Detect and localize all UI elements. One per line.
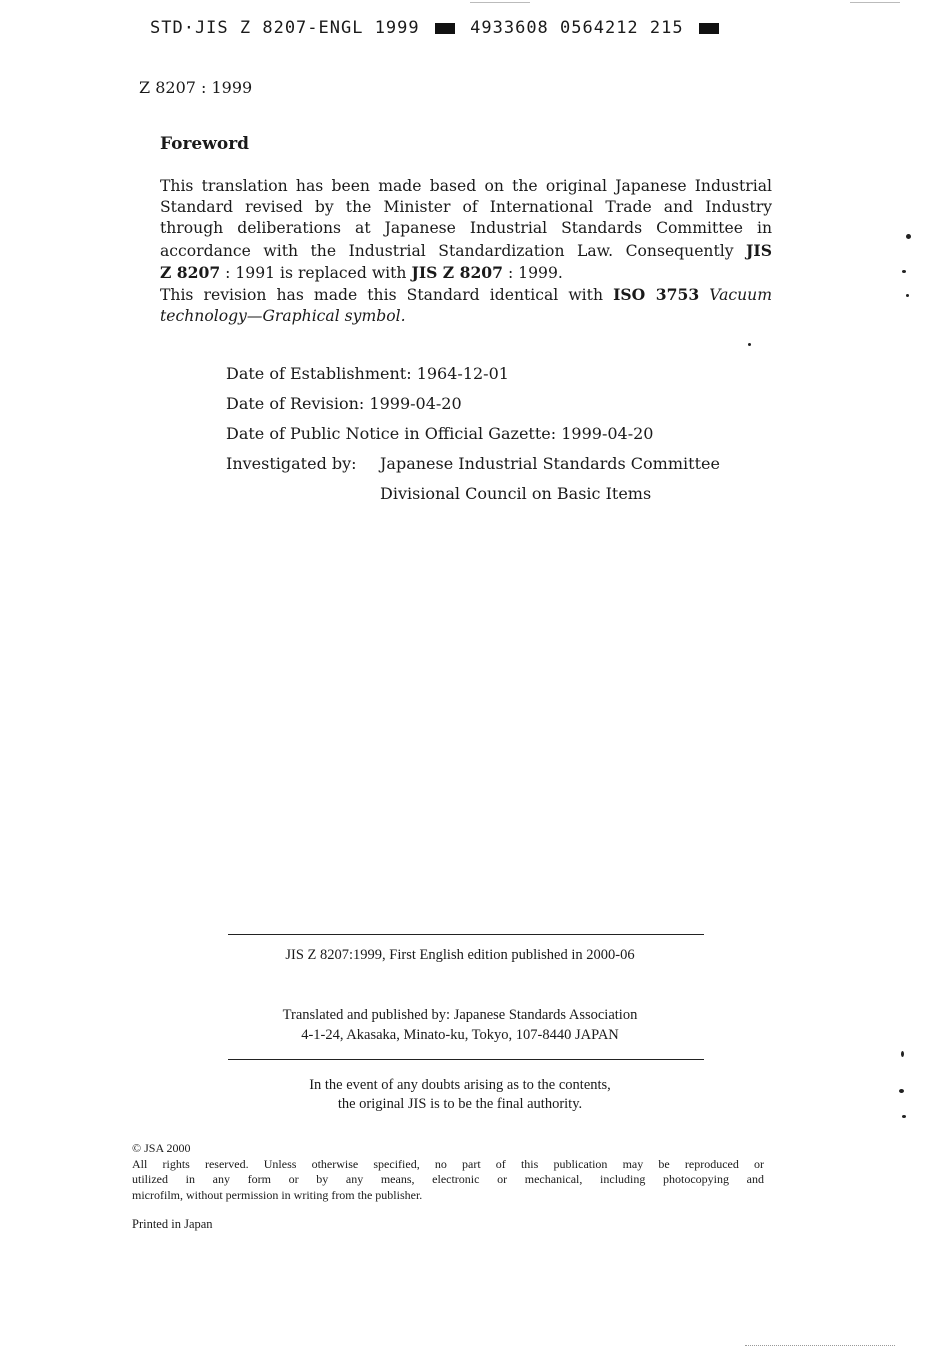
foreword-line: Standard revised by the Minister of International Trade and Industry: [160, 198, 772, 217]
investigated-council: Divisional Council on Basic Items: [380, 484, 652, 503]
foreword-text: This revision has made this Standard identical with: [160, 286, 603, 305]
foreword-text: accordance with the Industrial Standardization Law. Consequently: [160, 241, 734, 260]
scan-speck: [906, 294, 909, 297]
publisher-address: 4-1-24, Akasaka, Minato-ku, Tokyo, 107-8440 JAPAN: [301, 1027, 619, 1043]
scan-header: [150, 18, 723, 38]
foreword-line: This translation has been made based on the original Japanese Industrial: [160, 177, 772, 195]
foreword-line: through deliberations at Japanese Industrial Standards Committee in: [160, 219, 772, 238]
foreword-text: : 1999.: [503, 263, 563, 282]
foreword-bold-ref: ISO 3753: [613, 285, 700, 305]
scan-speck: [906, 234, 911, 239]
foreword-italic-title: technology—Graphical symbol.: [160, 307, 406, 326]
scan-artifact-line: [470, 2, 530, 3]
scan-artifact-line: [850, 2, 900, 3]
rights-line: utilized in any form or by any means, electronic or mechanical, including photocopying and: [132, 1172, 764, 1186]
scan-artifact-line: [745, 1345, 895, 1346]
foreword-line: [160, 306, 772, 327]
foreword-line: [160, 240, 772, 262]
foreword-bold-ref: JIS Z 8207: [411, 262, 504, 282]
scan-speck: [901, 1051, 904, 1057]
printed-in: Printed in Japan: [132, 1217, 213, 1231]
black-block-mark: [435, 23, 455, 34]
rights-line: microfilm, without permission in writing from the publisher.: [132, 1187, 423, 1202]
date-gazette: Date of Public Notice in Official Gazette: 1999-04-20: [226, 424, 654, 443]
edition-note: JIS Z 8207:1999, First English edition published in 2000-06: [285, 947, 635, 963]
authority-note-line1: In the event of any doubts arising as to the contents,: [309, 1077, 611, 1093]
foreword-line: [160, 262, 772, 284]
divider-top: [228, 934, 704, 935]
foreword-text: : 1991 is replaced with: [220, 263, 412, 282]
copyright-block: [132, 1141, 764, 1203]
translated-by: Translated and published by: Japanese Standards Association: [282, 1007, 638, 1023]
rights-line: All rights reserved. Unless otherwise specified, no part of this publication may be reproduced or: [132, 1156, 764, 1171]
foreword-title: Foreword: [160, 134, 250, 154]
investigated-committee: Japanese Industrial Standards Committee: [380, 454, 720, 473]
scan-speck: [902, 1115, 906, 1118]
foreword-italic-title: Vacuum: [709, 286, 772, 305]
scan-header-left: STD·JIS Z 8207-ENGL 1999: [150, 18, 420, 38]
foreword-bold-ref: Z 8207: [160, 262, 221, 282]
scan-speck: [748, 343, 751, 346]
copyright-notice: © JSA 2000: [132, 1141, 191, 1155]
authority-note-line2: the original JIS is to be the final authority.: [337, 1096, 583, 1112]
investigated-label: Investigated by:: [226, 454, 357, 473]
foreword-line: [160, 284, 772, 306]
black-block-mark-end: [699, 23, 719, 34]
divider-bottom: [228, 1059, 704, 1060]
date-revision: Date of Revision: 1999-04-20: [226, 394, 462, 413]
scan-speck: [899, 1089, 904, 1093]
foreword-body: [160, 176, 772, 327]
date-establishment: Date of Establishment: 1964-12-01: [226, 364, 509, 383]
standard-code: Z 8207 : 1999: [139, 78, 253, 97]
scan-speck: [902, 270, 906, 273]
scan-header-right: 4933608 0564212 215: [470, 18, 684, 38]
foreword-bold-ref: JIS: [746, 240, 772, 260]
